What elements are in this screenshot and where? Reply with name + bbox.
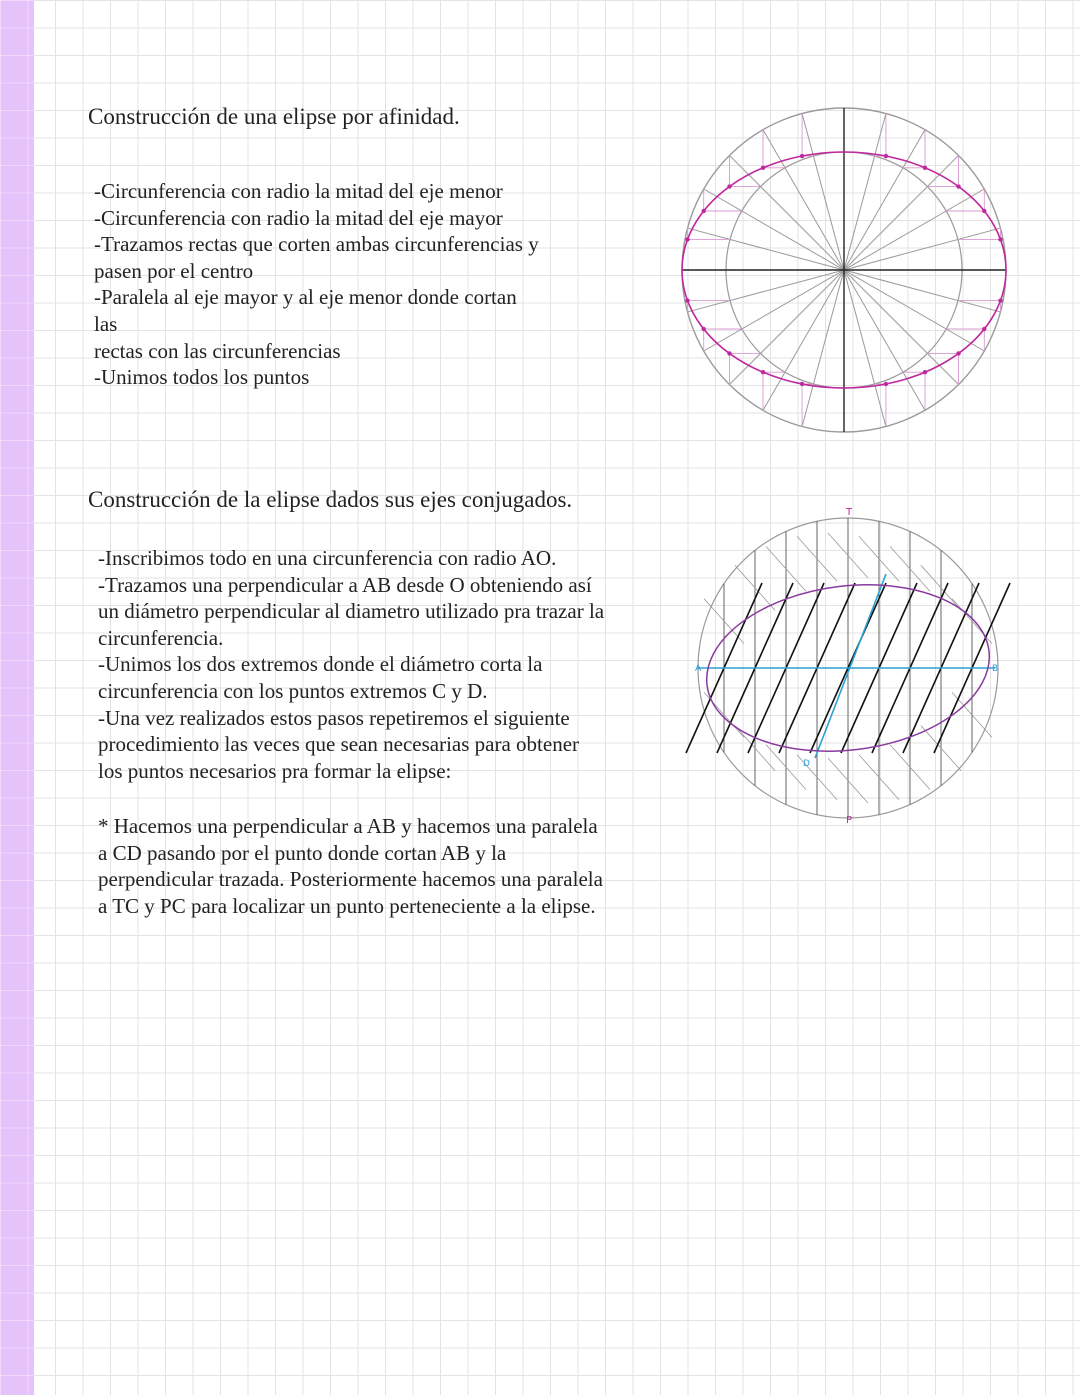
section1-step: -Trazamos rectas que corten ambas circunferencias y [94, 232, 539, 257]
conjugate-axes-ellipse-diagram [690, 500, 1010, 830]
section2-note [98, 813, 673, 919]
section2-step: procedimiento las veces que sean necesarias para obtener [98, 732, 580, 757]
section2-step: -Unimos los dos extremos donde el diámetro corta la [98, 652, 543, 677]
section2-note-line: a CD pasando por el punto donde cortan AB y la [98, 840, 507, 865]
section1-steps [94, 178, 614, 391]
notebook-margin-strip [0, 0, 34, 1395]
section2-step: circunferencia con los puntos extremos C y D. [98, 678, 488, 703]
section1-step: -Paralela al eje mayor y al eje menor donde cortan [94, 285, 517, 310]
label-p: P [846, 815, 853, 826]
label-d: D [803, 759, 810, 769]
affinity-ellipse-diagram [672, 98, 1012, 438]
section2-step: -Trazamos una perpendicular a AB desde O obteniendo así [98, 572, 592, 597]
section1-step: rectas con las circunferencias [94, 338, 341, 363]
section1-step: -Circunferencia con radio la mitad del eje mayor [94, 205, 503, 230]
section2-step: un diámetro perpendicular al diametro utilizado pra trazar la [98, 599, 605, 624]
label-t: T [846, 507, 853, 518]
section1-step: -Circunferencia con radio la mitad del eje menor [94, 179, 503, 203]
label-b: B [992, 664, 999, 674]
label-a: A [695, 664, 702, 674]
section2-step: -Una vez realizados estos pasos repetiremos el siguiente [98, 705, 570, 730]
section2-step: -Inscribimos todo en una circunferencia con radio AO. [98, 546, 557, 570]
section2-note-line: * Hacemos una perpendicular a AB y hacemos una paralela [98, 814, 598, 838]
section1-step: las [94, 311, 118, 336]
section1-step: pasen por el centro [94, 258, 254, 283]
section1-step: -Unimos todos los puntos [94, 365, 310, 390]
section2-step: circunferencia. [98, 625, 224, 650]
section2-note-line: perpendicular trazada. Posteriormente hacemos una paralela [98, 867, 603, 892]
section2-steps [98, 545, 673, 784]
section2-title: Construcción de la elipse dados sus ejes conjugados. [88, 487, 573, 512]
section2-note-line: a TC y PC para localizar un punto perteneciente a la elipse. [98, 893, 596, 918]
section2-step: los puntos necesarios pra formar la elipse: [98, 758, 452, 783]
section1-title: Construcción de una elipse por afinidad. [88, 104, 460, 129]
